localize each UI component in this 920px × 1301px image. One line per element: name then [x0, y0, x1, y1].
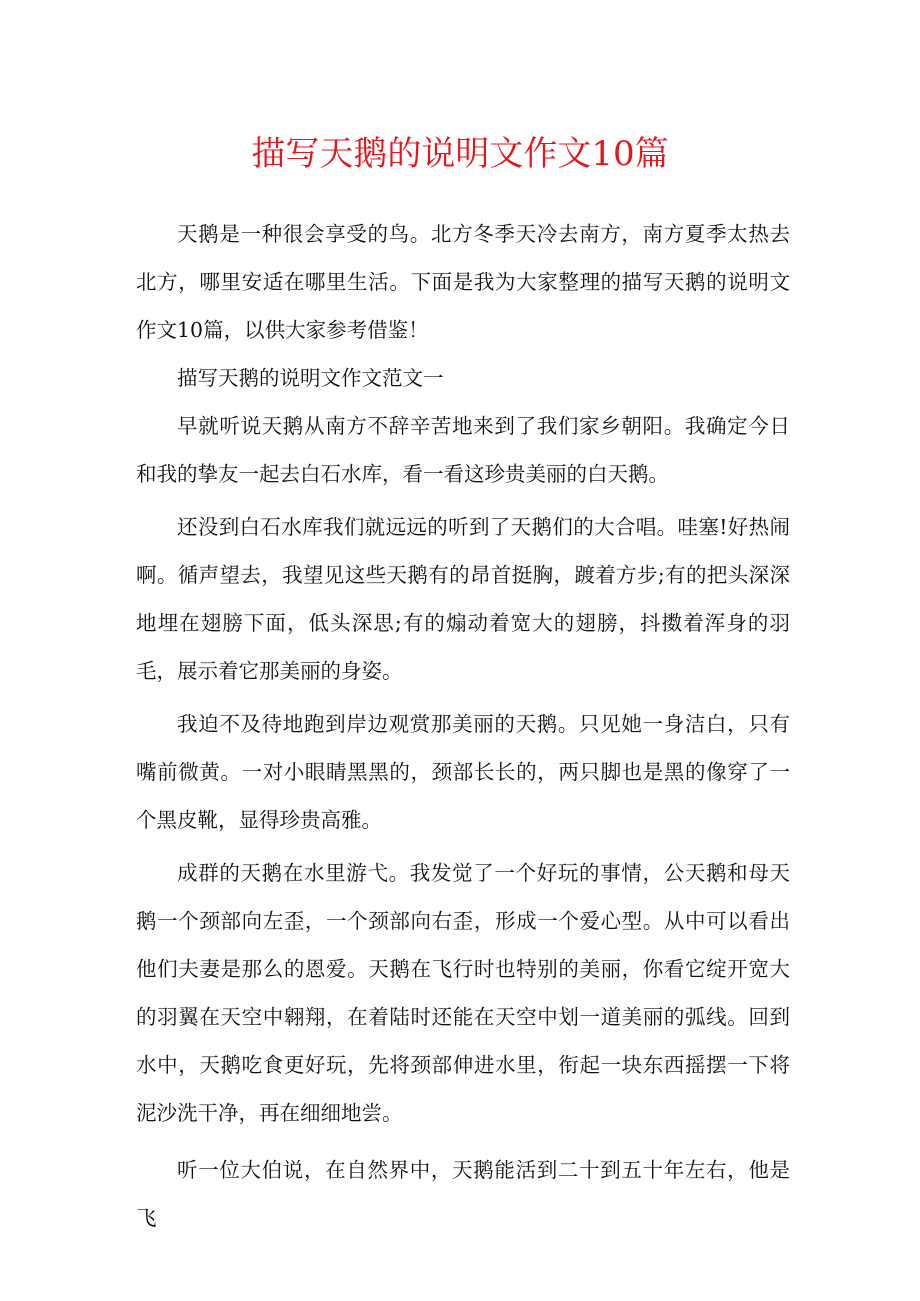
section-heading: 描写天鹅的说明文作文范文一 [177, 366, 444, 390]
document-body [136, 210, 790, 1242]
paragraph: 听一位大伯说，在自然界中，天鹅能活到二十到五十年左右，他是飞 [136, 1158, 790, 1230]
paragraph: 我迫不及待地跑到岸边观赏那美丽的天鹅。只见她一身洁白，只有嘴前微黄。一对小眼睛黑黑的，颈部长长的，两只脚也是黑的像穿了一个黑皮靴，显得珍贵高雅。 [136, 712, 790, 832]
paragraph: 还没到白石水库我们就远远的听到了天鹅们的大合唱。哇塞!好热闹啊。循声望去，我望见这些天鹅有的昂首挺胸，踱着方步;有的把头深深地埋在翅膀下面，低头深思;有的煽动着宽大的翅膀，抖擞着浑身的羽毛，展示着它那美丽的身姿。 [136, 515, 790, 683]
document-title: 描写天鹅的说明文作文10篇 [251, 134, 669, 174]
paragraph-intro: 天鹅是一种很会享受的鸟。北方冬季天冷去南方，南方夏季太热去北方，哪里安适在哪里生活。下面是我为大家整理的描写天鹅的说明文作文10篇，以供大家参考借鉴！ [136, 222, 790, 342]
paragraph: 成群的天鹅在水里游弋。我发觉了一个好玩的事情，公天鹅和母天鹅一个颈部向左歪，一个颈部向右歪，形成一个爱心型。从中可以看出他们夫妻是那么的恩爱。天鹅在飞行时也特别的美丽，你看它绽开宽大的羽翼在天空中翱翔，在着陆时还能在天空中划一道美丽的弧线。回到水中，天鹅吃食更好玩，先将颈部伸进水里，衔起一块东西摇摆一下将泥沙洗干净，再在细细地尝。 [136, 861, 790, 1125]
paragraph: 早就听说天鹅从南方不辞辛苦地来到了我们家乡朝阳。我确定今日和我的挚友一起去白石水库，看一看这珍贵美丽的白天鹅。 [136, 414, 790, 486]
